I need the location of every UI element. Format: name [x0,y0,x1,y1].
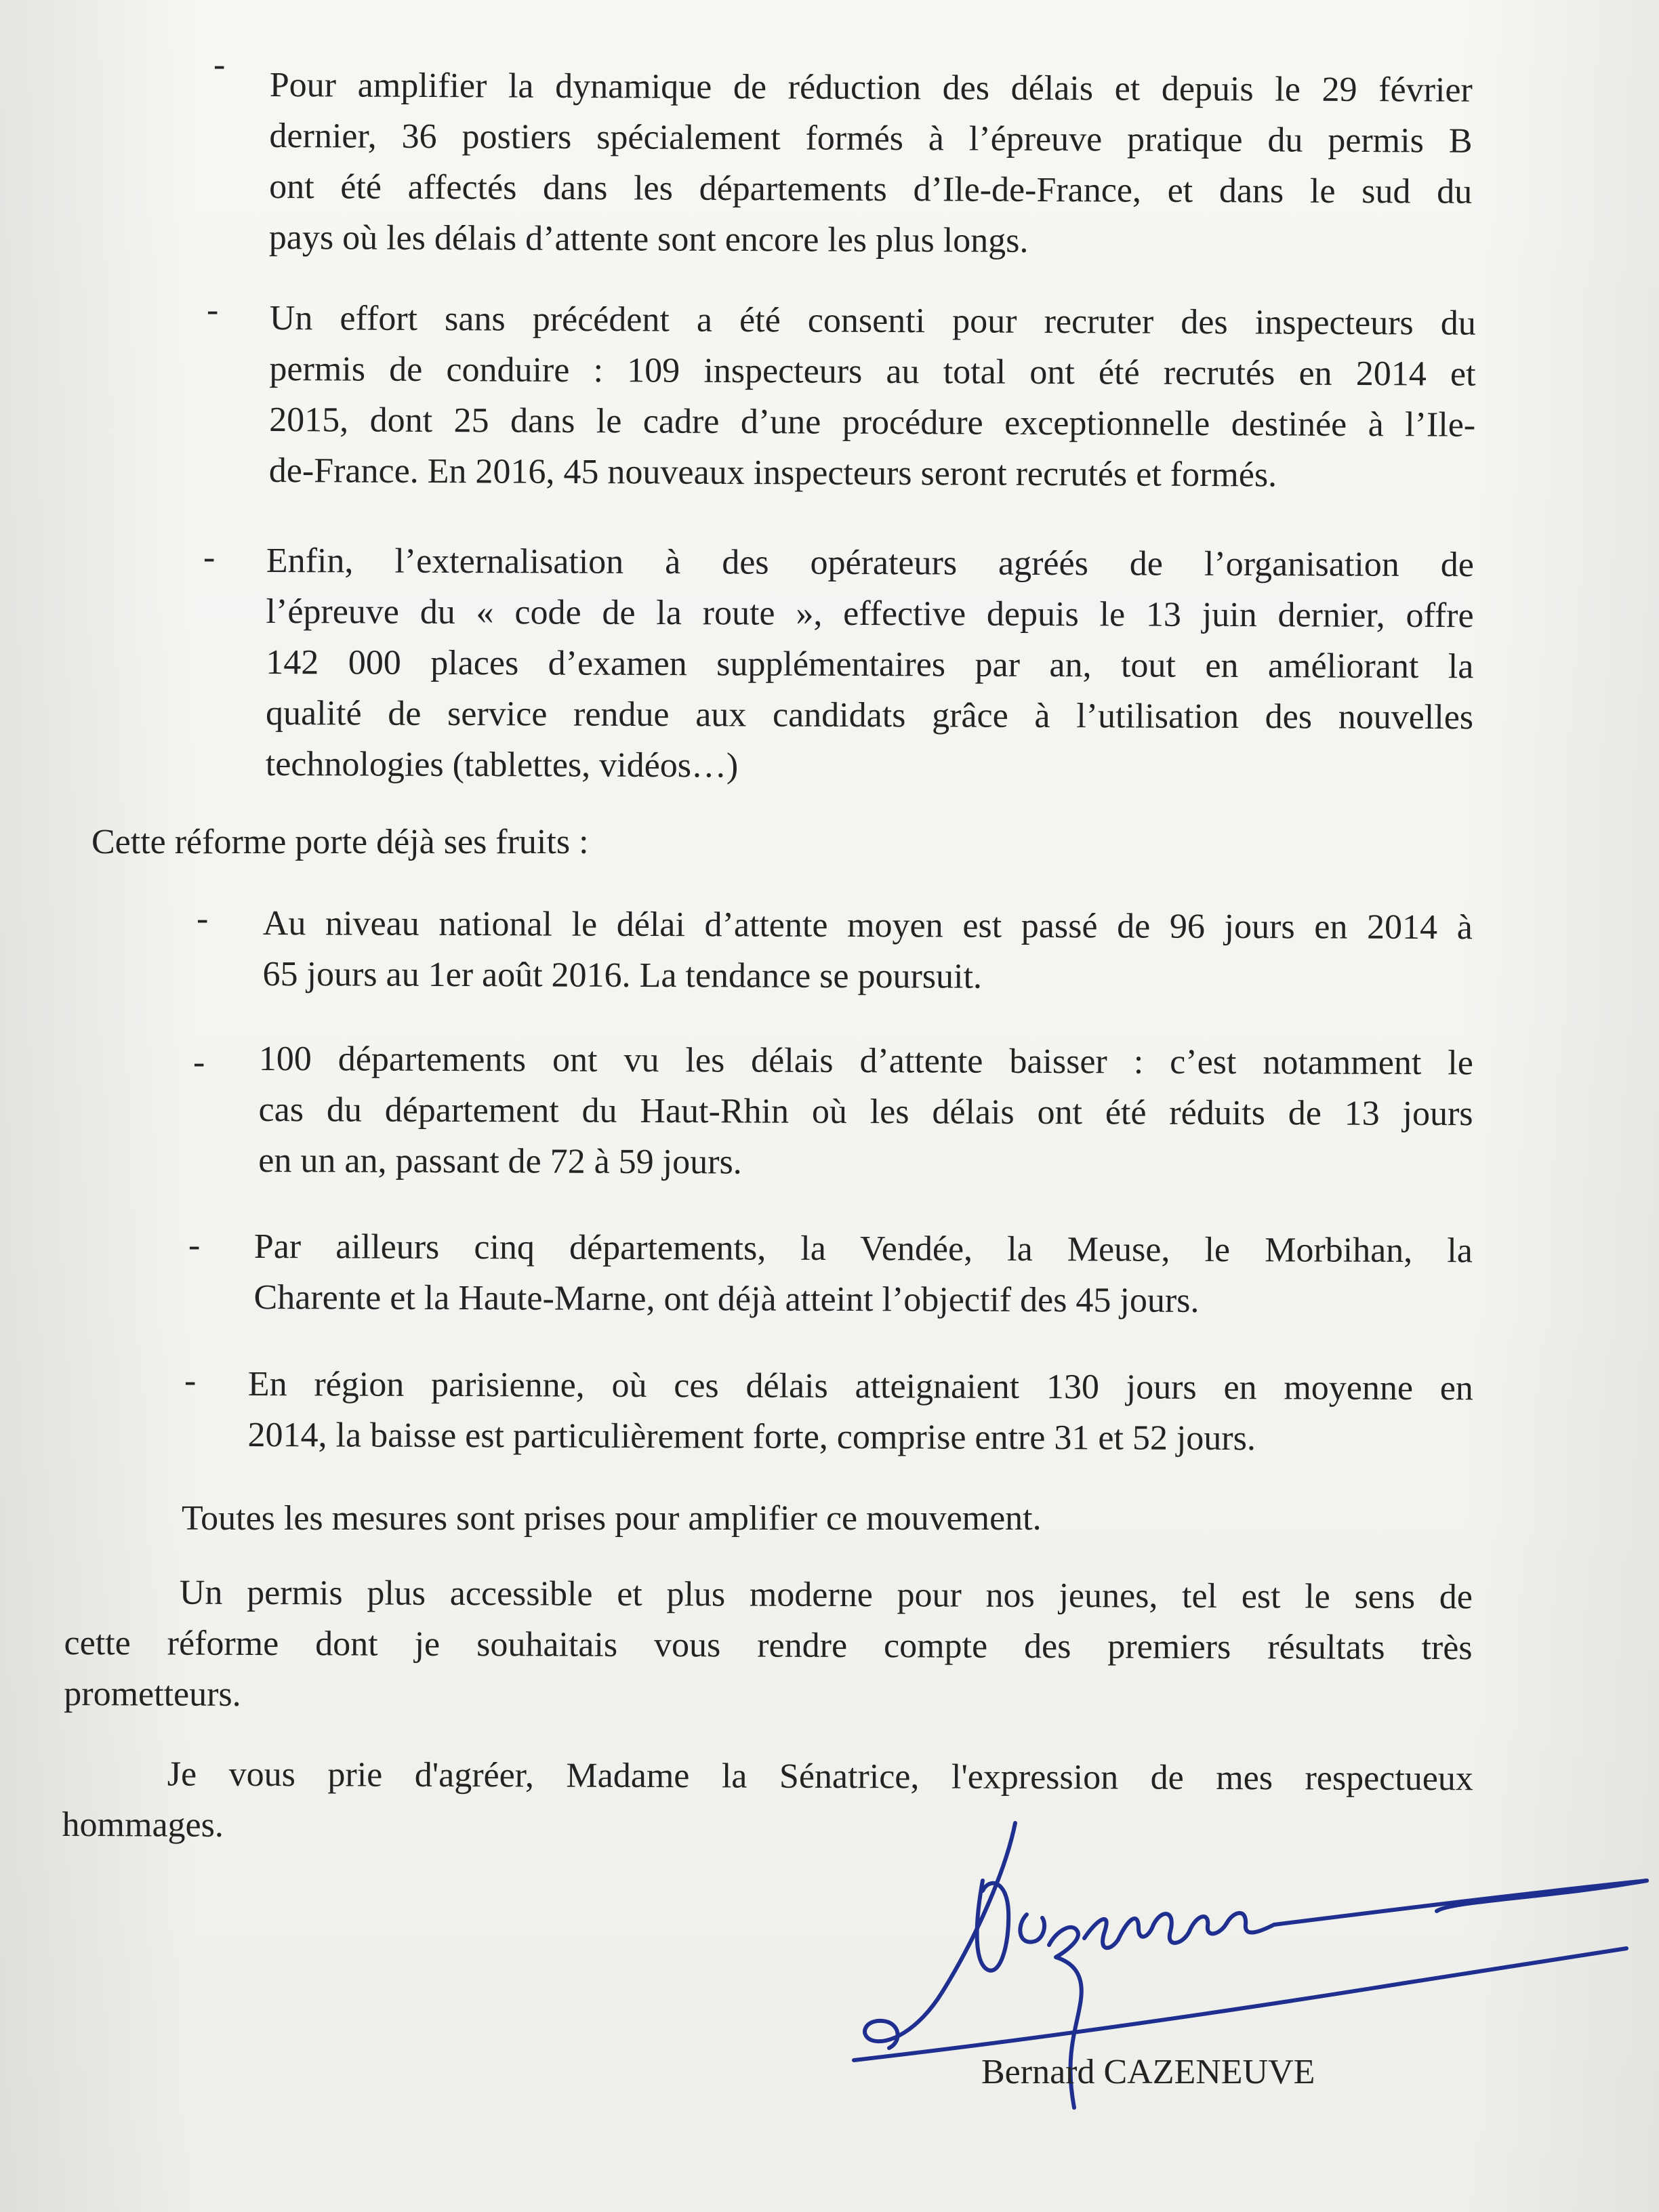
permis-line: prometteurs. [64,1674,241,1714]
bullet-dash: - [197,899,209,938]
result-line: En région parisienne, où ces délais atteignaient 130 jours en moyenne en [247,1365,1473,1408]
bullet-dash: - [193,1043,205,1082]
result-line: 65 jours au 1er août 2016. La tendance se poursuit. [262,954,983,996]
bullet-line: technologies (tablettes, vidéos…) [265,744,739,785]
bullet-line: ont été affectés dans les départements d’Ile-de-France, et dans le sud du [269,167,1473,211]
bullet-dash: - [188,1226,201,1265]
bullet-line: dernier, 36 postiers spécialement formés à l’épreuve pratique du permis B [269,116,1473,161]
bullet-dash: - [213,45,226,84]
result-paragraph [258,1033,1473,1190]
result-line: Charente et la Haute-Marne, ont déjà atteint l’objectif des 45 jours. [253,1277,1200,1320]
result-paragraph [262,898,1473,1004]
bullet-line: Un effort sans précédent a été consenti pour recruter des inspecteurs du [269,298,1476,343]
permis-paragraph [64,1567,1473,1724]
result-line: 2014, la baisse est particulièrement forte, comprise entre 31 et 52 jours. [247,1415,1256,1458]
bullet-dash: - [203,538,216,577]
bullet-dash: - [207,291,219,329]
results-intro: Cette réforme porte déjà ses fruits : [91,823,589,861]
permis-line: cette réforme dont je souhaitais vous rendre compte des premiers résultats très [64,1623,1473,1668]
bullet-dash: - [184,1361,197,1400]
bullet-line: permis de conduire : 109 inspecteurs au total ont été recrutés en 2014 et [269,349,1476,394]
bullet-line: pays où les délais d’attente sont encore les plus longs. [268,218,1029,260]
bullet-line: Enfin, l’externalisation à des opérateurs agréés de l’organisation de [266,541,1474,585]
bullet-paragraph [269,60,1473,268]
result-paragraph [253,1221,1473,1327]
bullet-line: de-France. En 2016, 45 nouveaux inspecteurs seront recrutés et formés. [268,451,1277,495]
bullet-paragraph [269,293,1476,501]
measures-paragraph: Toutes les mesures sont prises pour amplifier ce mouvement. [182,1499,1042,1538]
permis-line: Un permis plus accessible et plus moderne pour nos jeunes, tel est le sens de [179,1573,1473,1617]
signer-name: Bernard CAZENEUVE [981,2053,1315,2091]
closing-line: hommages. [62,1805,224,1845]
bullet-paragraph [266,535,1474,794]
closing-line: Je vous prie d'agréer, Madame la Sénatrice, l'expression de mes respectueux [167,1755,1473,1799]
result-line: cas du département du Haut-Rhin où les délais ont été réduits de 13 jours [258,1090,1473,1134]
bullet-line: 2015, dont 25 dans le cadre d’une procédure exceptionnelle destinée à l’Ile- [269,400,1476,445]
bullet-line: l’épreuve du « code de la route », effective depuis le 13 juin dernier, offre [266,592,1474,636]
bullet-line: 142 000 places d’examen supplémentaires par an, tout en améliorant la [266,642,1474,687]
bullet-line: qualité de service rendue aux candidats grâce à l’utilisation des nouvelles [265,693,1474,737]
result-line: en un an, passant de 72 à 59 jours. [258,1141,742,1182]
result-paragraph [247,1359,1473,1465]
result-line: Par ailleurs cinq départements, la Vendée, la Meuse, le Morbihan, la [253,1227,1473,1271]
bullet-line: Pour amplifier la dynamique de réduction des délais et depuis le 29 février [269,65,1473,110]
result-line: 100 départements ont vu les délais d’attente baisser : c’est notamment le [258,1040,1473,1083]
result-line: Au niveau national le délai d’attente moyen est passé de 96 jours en 2014 à [262,904,1473,947]
